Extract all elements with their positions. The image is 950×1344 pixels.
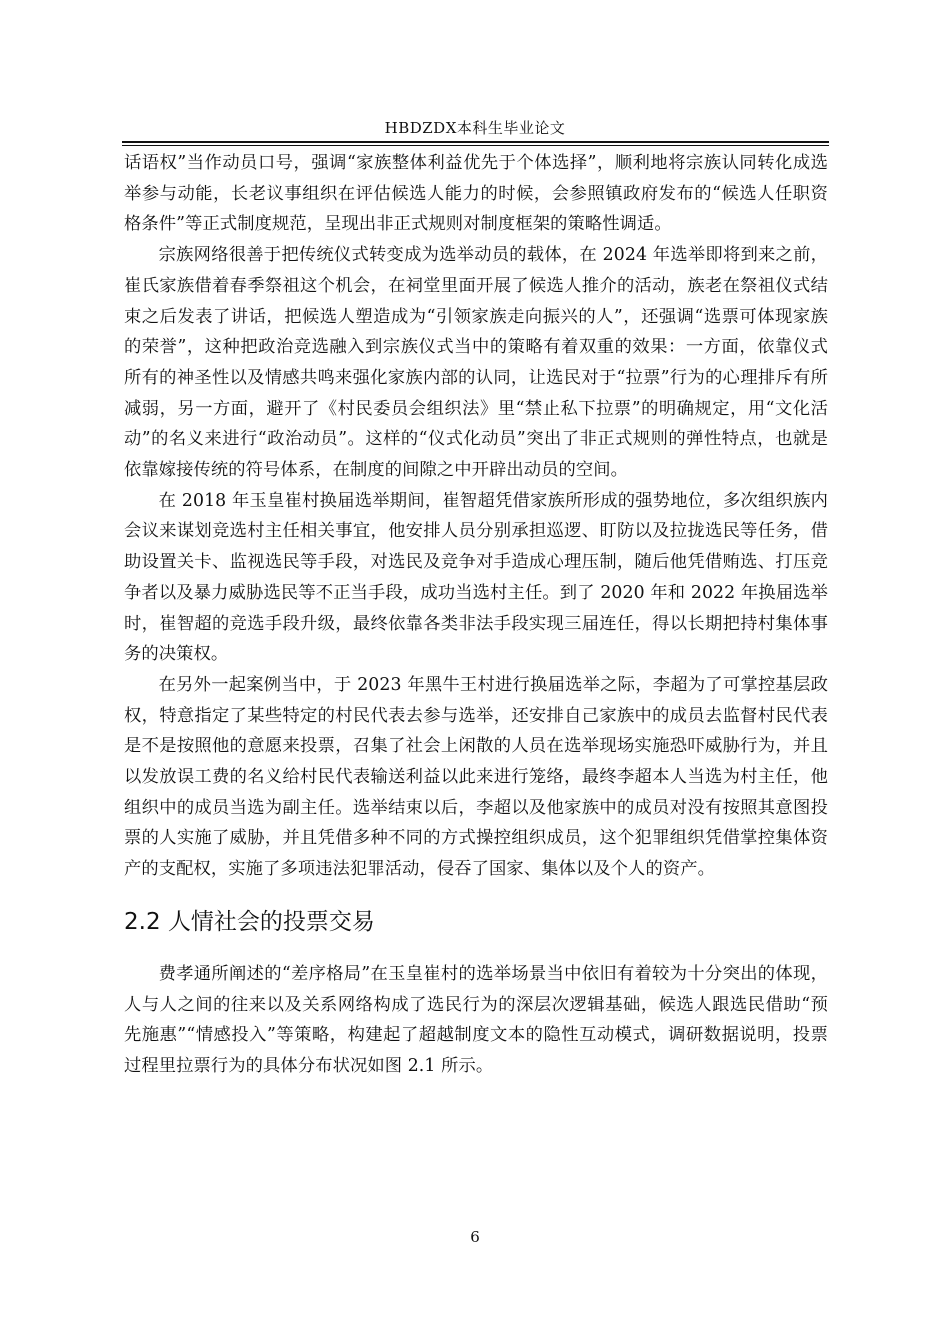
running-header: HBDZDX本科生毕业论文 (384, 119, 566, 137)
paragraph-2018-election: 在 2018 年玉皇崔村换届选举期间，崔智超凭借家族所形成的强势地位，多次组织族内会议来谋划竞选村主任相关事宜，他安排人员分别承担巡逻、盯防以及拉拢选民等任务，借助设置关卡、监视选民等手段，对选民及竞争对手造成心理压制，随后他凭借贿选、打压竞争者以及暴力威胁选民等不正当手段，成功当选村主任。到了 2020 年和 2022 年换届选举时，崔智超的竞选手段升级，最终依靠各类非法手段实现三届连任，得以长期把持村集体事务的决策权。 (124, 490, 828, 665)
header-rule-thin (122, 145, 829, 146)
paragraph-section-intro: 费孝通所阐述的“差序格局”在玉皇崔村的选举场景当中依旧有着较为十分突出的体现，人与人之间的往来以及关系网络构成了选民行为的深层次逻辑基础，候选人跟选民借助“预先施惠”“情感投入”等策略，构建起了超越制度文本的隐性互动模式，调研数据说明，投票过程里拉票行为的具体分布状况如图 2.1 所示。 (124, 963, 828, 1076)
header-rule-thick (122, 141, 829, 143)
paragraph-2023-case: 在另外一起案例当中，于 2023 年黑牛王村进行换届选举之际，李超为了可掌控基层政权，特意指定了某些特定的村民代表去参与选举，还安排自己家族中的成员去监督村民代表是不是按照他的意愿来投票，召集了社会上闲散的人员在选举现场实施恐吓威胁行为，并且以发放误工费的名义给村民代表输送利益以此来进行笼络，最终李超本人当选为村主任，他组织中的成员当选为副主任。选举结束以后，李超以及他家族中的成员对没有按照其意图投票的人实施了威胁，并且凭借多种不同的方式操控组织成员，这个犯罪组织凭借掌控集体资产的支配权，实施了多项违法犯罪活动，侵吞了国家、集体以及个人的资产。 (124, 674, 828, 880)
body-text (124, 148, 828, 1082)
page-number: 6 (470, 1228, 480, 1246)
section-heading: 2.2 人情社会的投票交易 (124, 908, 375, 935)
paragraph-ritual-mobilization: 宗族网络很善于把传统仪式转变成为选举动员的载体，在 2024 年选举即将到来之前，崔氏家族借着春季祭祖这个机会，在祠堂里面开展了候选人推介的活动，族老在祭祖仪式结束之后发表了讲话，把候选人塑造成为“引领家族走向振兴的人”，还强调“选票可体现家族的荣誉”，这种把政治竞选融入到宗族仪式当中的策略有着双重的效果：一方面，依靠仪式所有的神圣性以及情感共鸣来强化家族内部的认同，让选民对于“拉票”行为的心理排斥有所减弱，另一方面，避开了《村民委员会组织法》里“禁止私下拉票”的明确规定，用“文化活动”的名义来进行“政治动员”。这样的“仪式化动员”突出了非正式规则的弹性特点，也就是依靠嫁接传统的符号体系，在制度的间隙之中开辟出动员的空间。 (124, 245, 828, 481)
paragraph-continued: 话语权”当作动员口号，强调“家族整体利益优先于个体选择”，顺利地将宗族认同转化成选举参与动能，长老议事组织在评估候选人能力的时候，会参照镇政府发布的“候选人任职资格条件”等正式制度规范，呈现出非正式规则对制度框架的策略性调适。 (124, 153, 828, 235)
